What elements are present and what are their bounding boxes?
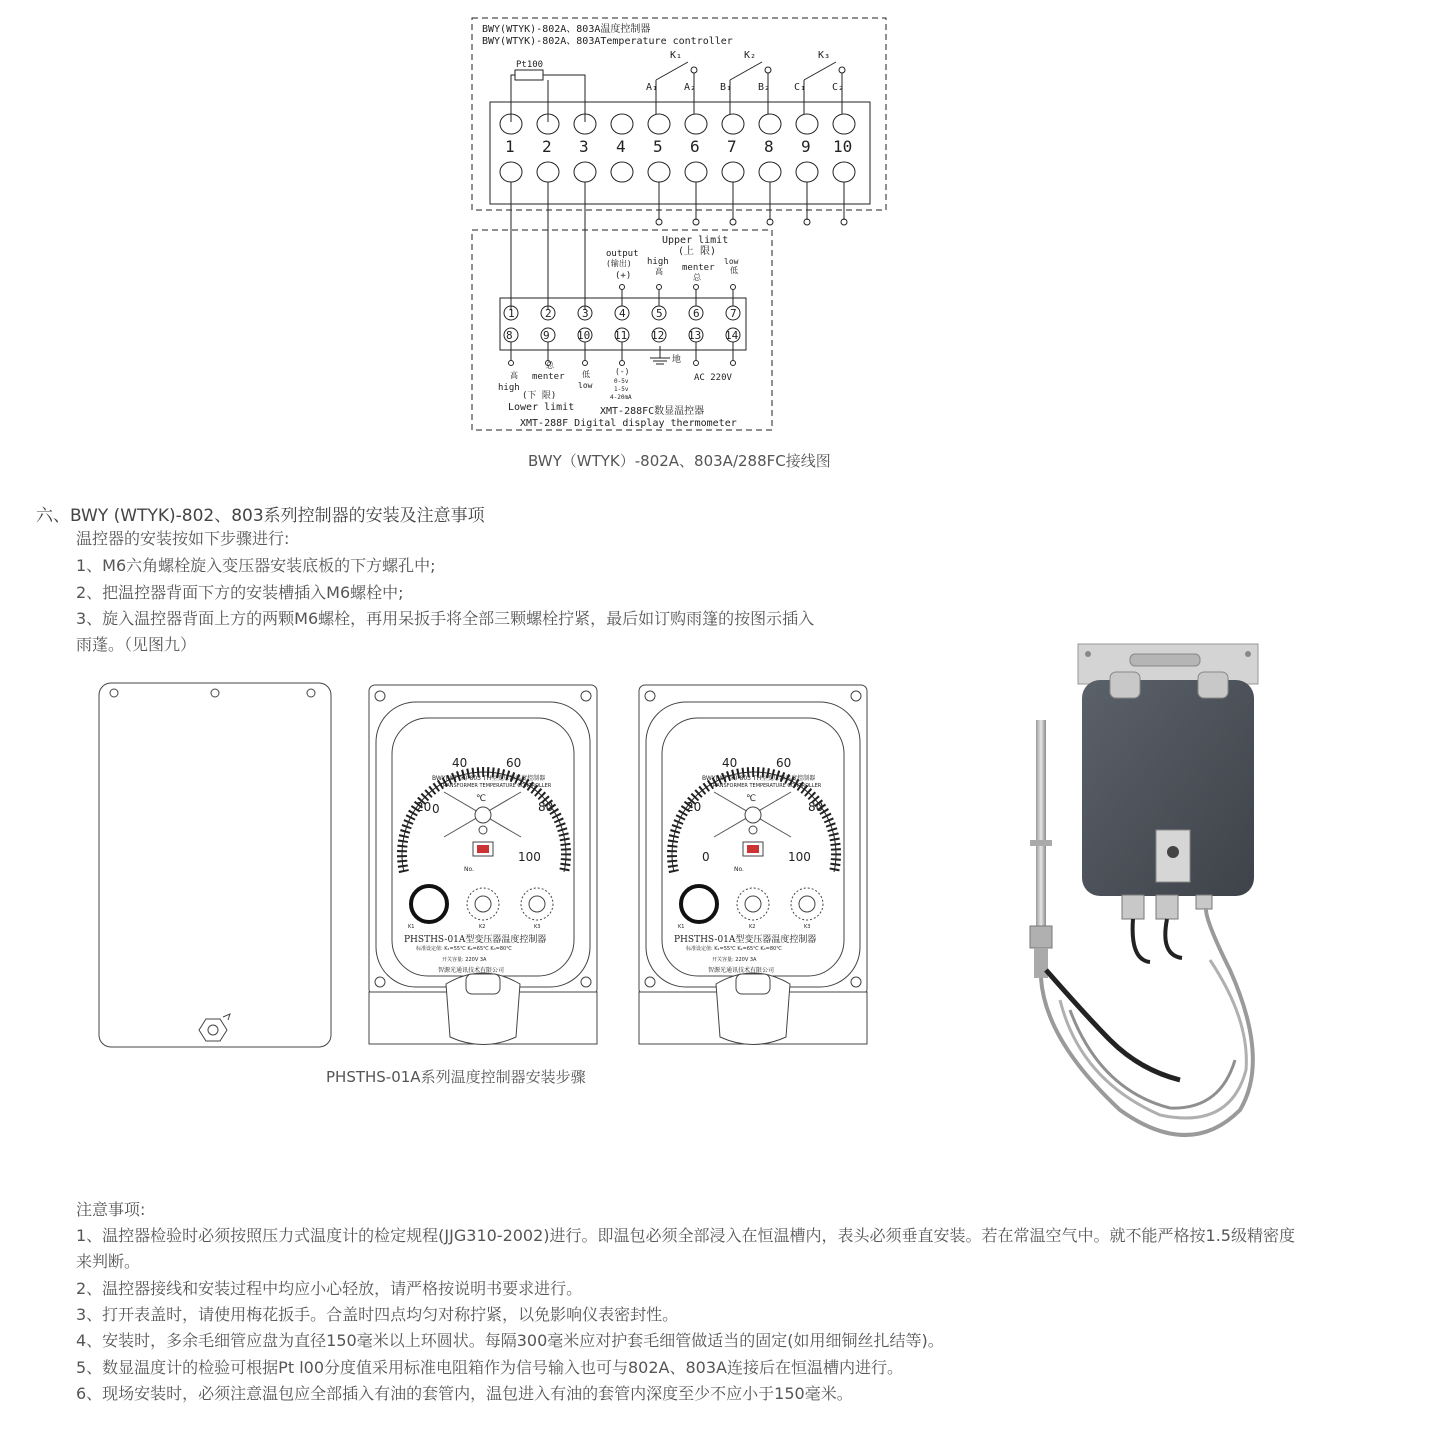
upper-limit-cn: (上 限) bbox=[678, 246, 717, 257]
terminal-number: 7 bbox=[730, 307, 737, 320]
dial-scale-100: 100 bbox=[788, 850, 811, 864]
lower-low-cn: 低 bbox=[582, 370, 590, 379]
terminal-screw bbox=[685, 114, 707, 134]
knob-k1-label: K1 bbox=[678, 924, 685, 930]
output-en: output bbox=[606, 249, 639, 259]
ground-label: 地 bbox=[672, 355, 682, 365]
product-photo bbox=[1010, 640, 1270, 1170]
terminal-number: 11 bbox=[614, 329, 628, 342]
install-intro: 温控器的安装按如下步骤进行: bbox=[76, 529, 290, 548]
knob-k3-label: K3 bbox=[534, 924, 541, 930]
terminal-screw bbox=[722, 114, 744, 134]
terminal-screw bbox=[500, 162, 522, 182]
product-settings: 标准设定值: K₁=55℃ K₂=65℃ K₃=80℃ bbox=[416, 946, 512, 952]
install-step: 3、旋入温控器背面上方的两颗M6螺栓，再用呆扳手将全部三颗螺栓拧紧，最后如订购雨篷的按图示插入 bbox=[76, 609, 815, 628]
upper-menter-en: menter bbox=[682, 263, 715, 273]
terminal-number: 5 bbox=[653, 137, 663, 156]
terminal-screw bbox=[833, 114, 855, 134]
terminal-number: 3 bbox=[582, 307, 589, 320]
dial-scale-60: 60 bbox=[776, 756, 792, 770]
lower-menter-en: menter bbox=[532, 372, 565, 382]
terminal-number: 9 bbox=[543, 329, 550, 342]
dial-unit: ℃ bbox=[476, 794, 487, 804]
terminal-screw bbox=[611, 114, 633, 134]
terminal-number: 7 bbox=[727, 137, 737, 156]
install-step: 2、把温控器背面下方的安装槽插入M6螺栓中; bbox=[76, 583, 404, 602]
note-item: 4、安装时，多余毛细管应盘为直径150毫米以上环圆状。每隔300毫米应对护套毛细管做适当的固定(如用细铜丝扎结等)。 bbox=[76, 1331, 944, 1350]
output-range: 0-5v bbox=[614, 378, 629, 385]
dial-scale-40: 40 bbox=[452, 756, 468, 770]
output-minus: (-) bbox=[615, 367, 630, 376]
wiring-diagram bbox=[460, 10, 900, 440]
dial-scale-20: 20 bbox=[686, 800, 702, 814]
product-maker: 智源光通讯技术有限公司 bbox=[438, 967, 505, 974]
note-item: 1、温控器检验时必须按照压力式温度计的检定规程(JJG310-2002)进行。即温包必须全部浸入在恒温槽内，表头必须垂直安装。若在常温空气中。就不能严格按1.5级精密度 bbox=[76, 1226, 1295, 1245]
wiring-title-en: BWY(WTYK)-802A、803ATemperature controller bbox=[482, 36, 733, 47]
lower-menter-cn: 总 bbox=[546, 361, 554, 370]
pin-a1: A₁ bbox=[646, 82, 659, 93]
pt100-label: Pt100 bbox=[516, 60, 544, 70]
notes-title: 注意事项: bbox=[76, 1200, 146, 1219]
pin-c2: C₂ bbox=[832, 82, 845, 93]
lower-limit-cn: (下 限) bbox=[522, 391, 557, 401]
terminal-number: 2 bbox=[542, 137, 552, 156]
output-range: 4-20mA bbox=[610, 394, 632, 401]
dial-scale-80: 80 bbox=[808, 800, 824, 814]
terminal-screw bbox=[574, 162, 596, 182]
terminal-screw bbox=[722, 162, 744, 182]
lower-low-en: low bbox=[578, 381, 593, 390]
terminal-number: 8 bbox=[506, 329, 513, 342]
lower-limit-en: Lower limit bbox=[508, 402, 575, 413]
product-name: PHSTHS-01A型变压器温度控制器 bbox=[674, 935, 817, 945]
terminal-screw bbox=[759, 114, 781, 134]
ground-icon bbox=[650, 346, 670, 364]
knob-k1-label: K1 bbox=[408, 924, 415, 930]
dial-scale-20: 20 bbox=[416, 800, 432, 814]
note-item: 3、打开表盖时，请使用梅花扳手。合盖时四点均匀对称拧紧，以免影响仪表密封性。 bbox=[76, 1305, 679, 1324]
terminal-number: 10 bbox=[833, 137, 853, 156]
upper-high-en: high bbox=[647, 257, 669, 267]
terminal-screw bbox=[537, 162, 559, 182]
terminal-screw bbox=[796, 114, 818, 134]
note-item: 2、温控器接线和安装过程中均应小心轻放，请严格按说明书要求进行。 bbox=[76, 1279, 583, 1298]
terminal-number: 4 bbox=[619, 307, 626, 320]
dial-scale-40: 40 bbox=[722, 756, 738, 770]
output-plus: (+) bbox=[615, 271, 632, 281]
upper-limit-en: Upper limit bbox=[662, 235, 729, 246]
terminal-number: 1 bbox=[505, 137, 515, 156]
terminal-number: 5 bbox=[656, 307, 663, 320]
upper-low-cn: 低 bbox=[730, 266, 738, 275]
terminal-number: 2 bbox=[545, 307, 552, 320]
upper-high-cn: 高 bbox=[655, 267, 663, 276]
install-caption: PHSTHS-01A系列温度控制器安装步骤 bbox=[326, 1068, 586, 1086]
knob-k2-label: K2 bbox=[749, 924, 756, 930]
controller-dial-2 bbox=[636, 682, 874, 1054]
knob-k2-label: K2 bbox=[479, 924, 486, 930]
terminal-number: 4 bbox=[616, 137, 626, 156]
section-heading: 六、BWY (WTYK)-802、803系列控制器的安装及注意事项 bbox=[36, 506, 485, 526]
dial-model: BWY(WTYK)-803 TH型变压器温度控制器 bbox=[432, 775, 546, 782]
product-capacity: 开关容量: 220V 3A bbox=[712, 957, 757, 963]
terminal-screw bbox=[796, 162, 818, 182]
upper-low-en: low bbox=[724, 257, 739, 266]
product-settings: 标准设定值: K₁=55℃ K₂=65℃ K₃=80℃ bbox=[686, 946, 782, 952]
terminal-number: 10 bbox=[577, 329, 591, 342]
knob-k3-label: K3 bbox=[804, 924, 811, 930]
terminal-screw bbox=[648, 114, 670, 134]
dial-scale-60: 60 bbox=[506, 756, 522, 770]
pin-a2: A₂ bbox=[684, 82, 697, 93]
product-maker: 智源光通讯技术有限公司 bbox=[708, 967, 775, 974]
product-name: PHSTHS-01A型变压器温度控制器 bbox=[404, 935, 547, 945]
pin-b1: B₁ bbox=[720, 82, 733, 93]
pin-b2: B₂ bbox=[758, 82, 771, 93]
note-item: 来判断。 bbox=[76, 1252, 141, 1271]
power-label: AC 220V bbox=[694, 373, 732, 383]
lower-high-en: high bbox=[498, 383, 520, 393]
output-cn: (输出) bbox=[606, 259, 632, 268]
terminal-screw bbox=[833, 162, 855, 182]
dial-subtitle: TRANSFORMER TEMPERATURE CONTROLLER bbox=[440, 783, 552, 789]
dial-no: No. bbox=[464, 866, 474, 873]
contact-k3: K₃ bbox=[818, 50, 831, 61]
controller-dial-1 bbox=[366, 682, 604, 1054]
note-item: 6、现场安装时，必须注意温包应全部插入有油的套管内，温包进入有油的套管内深度至少不应小于150毫米。 bbox=[76, 1384, 853, 1403]
output-range: 1-5v bbox=[614, 386, 629, 393]
device-name-cn: XMT-288FC数显温控器 bbox=[600, 406, 705, 417]
upper-menter-cn: 总 bbox=[693, 273, 701, 282]
wiring-caption: BWY（WTYK）-802A、803A/288FC接线图 bbox=[528, 452, 831, 470]
contact-k2: K₂ bbox=[744, 50, 757, 61]
dial-no: No. bbox=[734, 866, 744, 873]
lower-high-cn: 高 bbox=[510, 371, 518, 380]
wiring-title-cn: BWY(WTYK)-802A、803A温度控制器 bbox=[482, 24, 651, 35]
device-name-en: XMT-288F Digital display thermometer bbox=[520, 418, 737, 429]
dial-scale-0: 0 bbox=[432, 802, 440, 816]
dial-scale-100: 100 bbox=[518, 850, 541, 864]
terminal-number: 9 bbox=[801, 137, 811, 156]
dial-unit: ℃ bbox=[746, 794, 757, 804]
terminal-number: 14 bbox=[725, 329, 739, 342]
install-step: 1、M6六角螺栓旋入变压器安装底板的下方螺孔中; bbox=[76, 556, 436, 575]
pin-c1: C₁ bbox=[794, 82, 807, 93]
dial-scale-80: 80 bbox=[538, 800, 554, 814]
terminal-screw bbox=[648, 162, 670, 182]
contact-k1: K₁ bbox=[670, 50, 683, 61]
terminal-number: 1 bbox=[508, 307, 515, 320]
terminal-number: 3 bbox=[579, 137, 589, 156]
install-step: 雨蓬。（见图九） bbox=[76, 635, 197, 654]
product-capacity: 开关容量: 220V 3A bbox=[442, 957, 487, 963]
dial-scale-0: 0 bbox=[702, 850, 710, 864]
terminal-screw bbox=[685, 162, 707, 182]
terminal-number: 6 bbox=[693, 307, 700, 320]
terminal-screw bbox=[611, 162, 633, 182]
terminal-number: 13 bbox=[688, 329, 702, 342]
terminal-screw bbox=[759, 162, 781, 182]
terminal-number: 6 bbox=[690, 137, 700, 156]
terminal-number: 8 bbox=[764, 137, 774, 156]
note-item: 5、数显温度计的检验可根据Pt l00分度值采用标准电阻箱作为信号输入也可与802A、803A连接后在恒温槽内进行。 bbox=[76, 1358, 903, 1377]
dial-model: BWY(WTYK)-803 TH型变压器温度控制器 bbox=[702, 775, 816, 782]
mounting-plate-drawing bbox=[96, 680, 336, 1052]
terminal-number: 12 bbox=[651, 329, 665, 342]
dial-subtitle: TRANSFORMER TEMPERATURE CONTROLLER bbox=[710, 783, 822, 789]
